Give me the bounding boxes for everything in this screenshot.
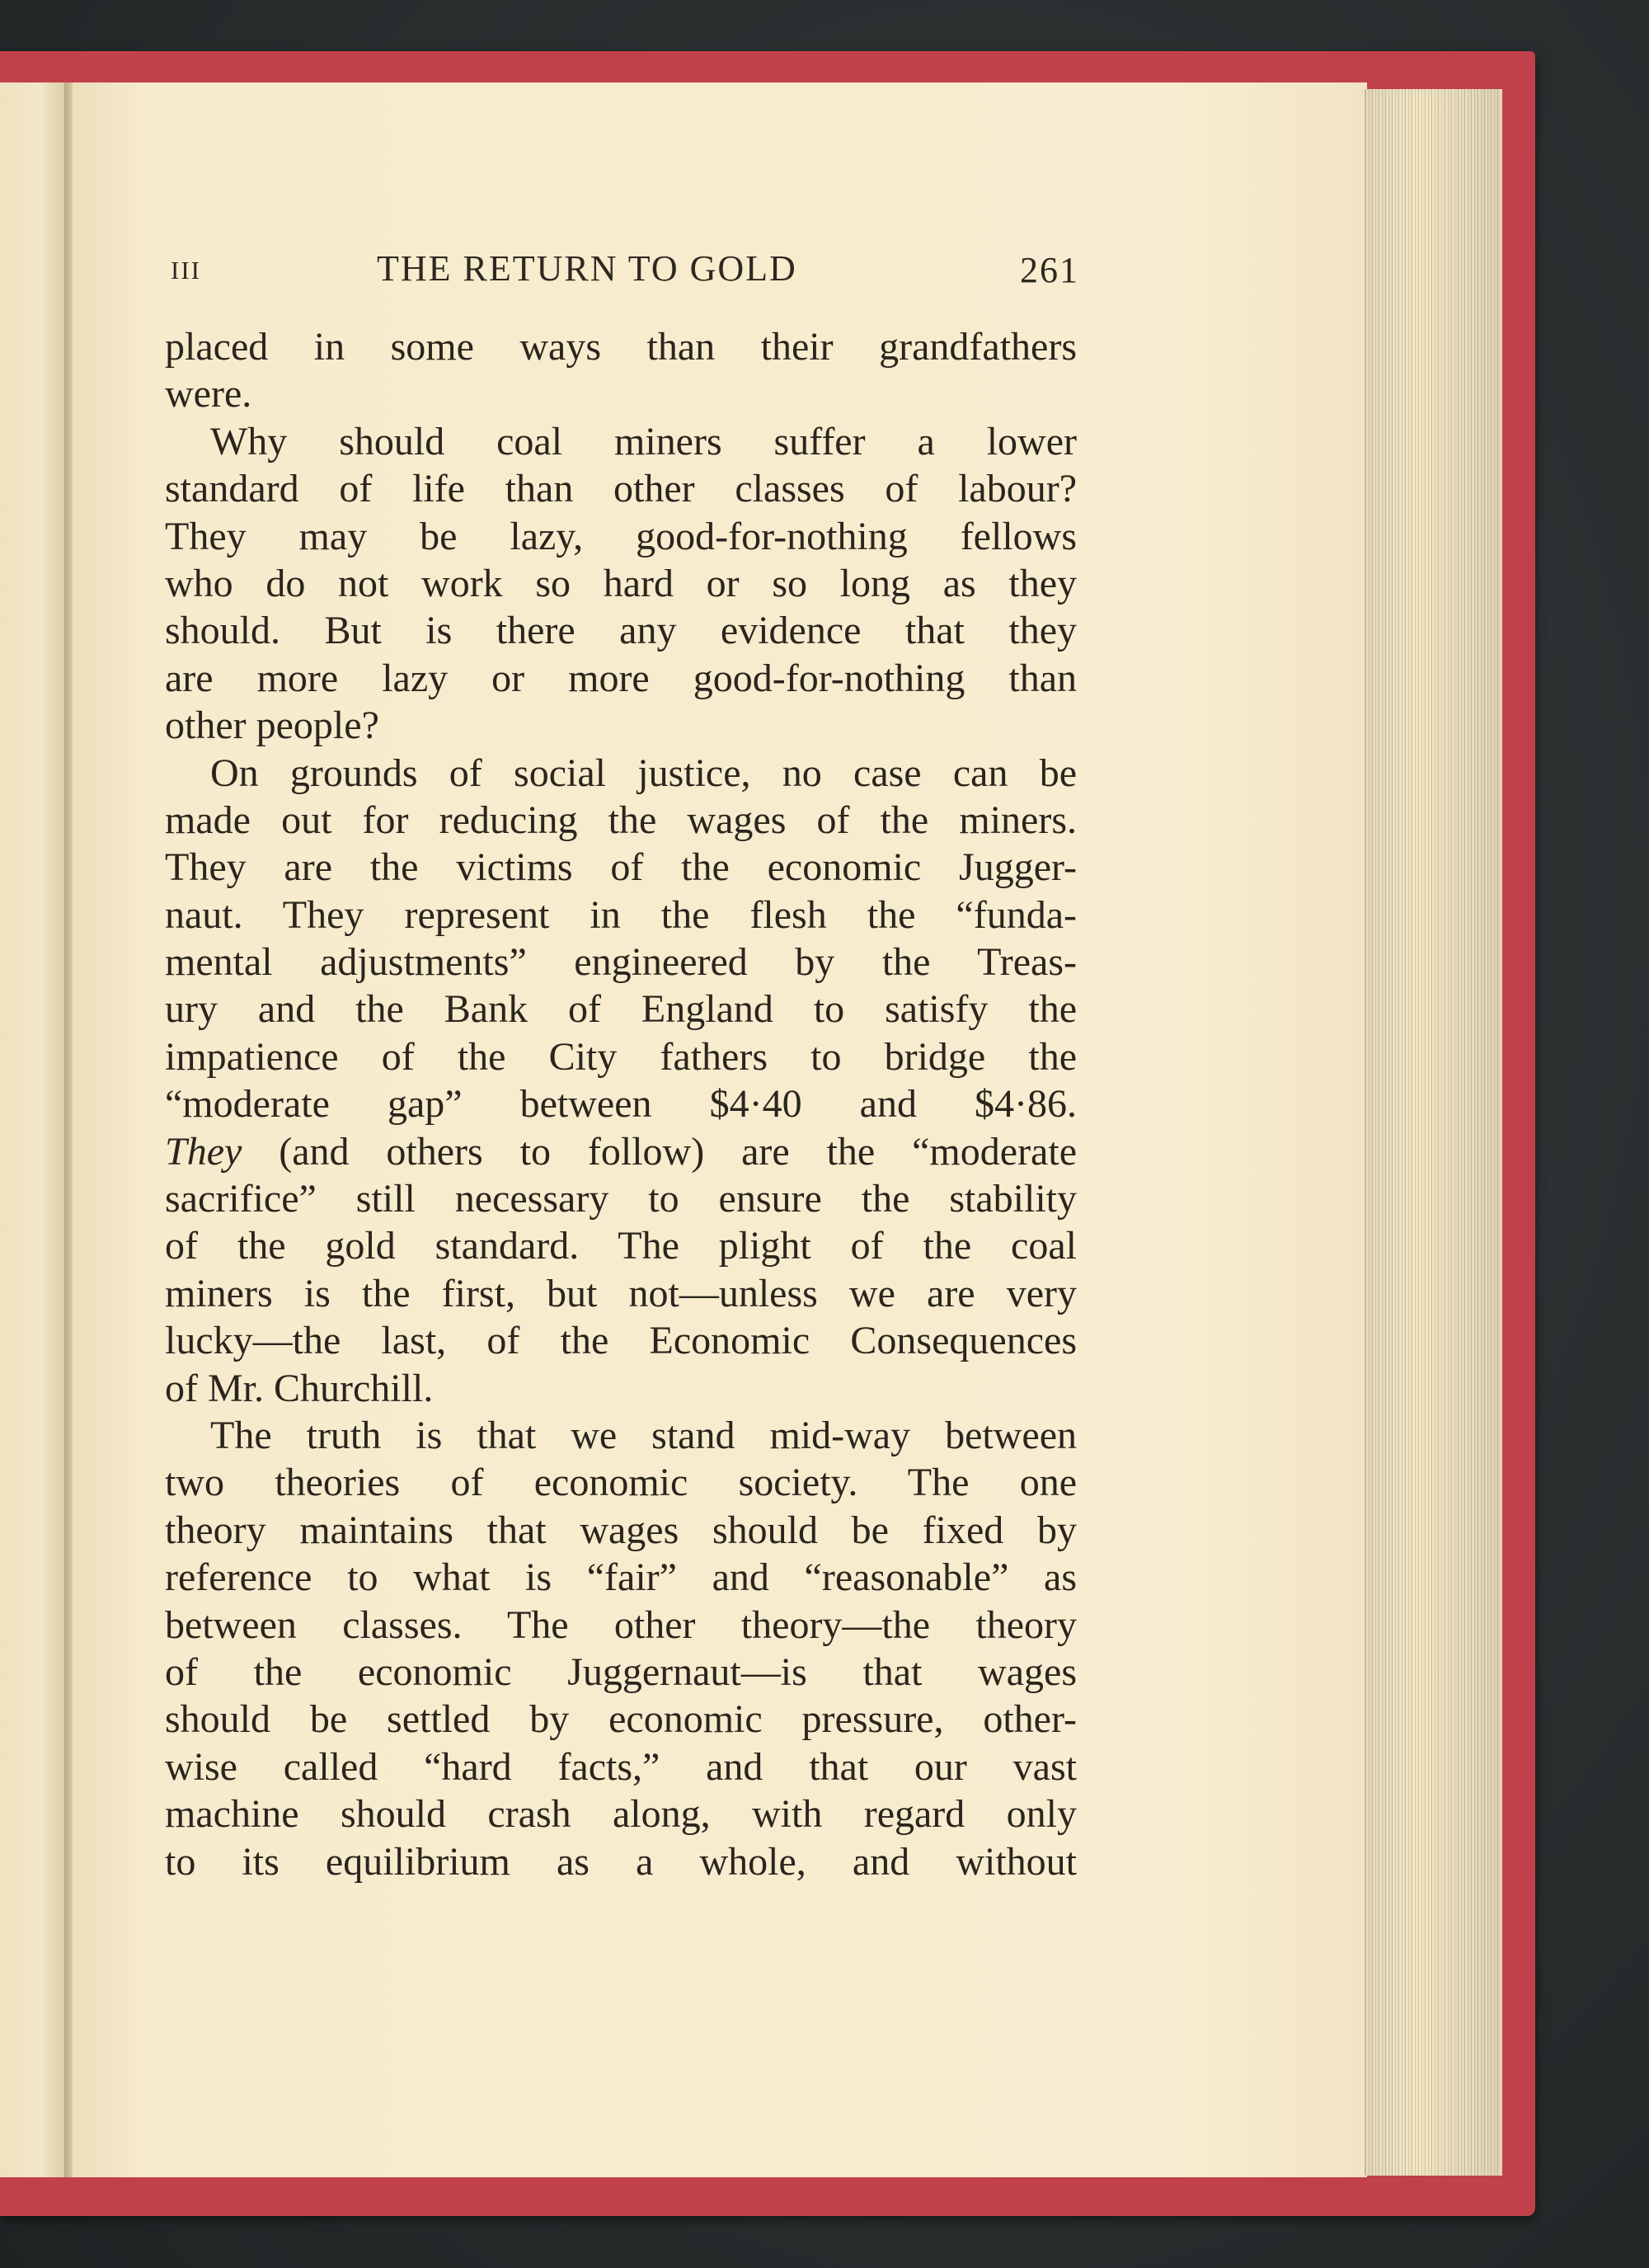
text-line: mental adjustments” engineered by the Treas- — [165, 940, 1077, 985]
text-line: placed in some ways than their grandfathers — [165, 325, 1077, 369]
chapter-number: III — [171, 256, 201, 285]
text-line-rest: (and others to follow) are the “moderate — [279, 1129, 1077, 1174]
text-line: On grounds of social justice, no case can be — [210, 751, 1077, 795]
page-number: 261 — [1020, 250, 1079, 290]
text-line: lucky—the last, of the Economic Consequences — [165, 1319, 1077, 1363]
text-line: The truth is that we stand mid-way between — [210, 1413, 1077, 1457]
text-line: two theories of economic society. The one — [165, 1461, 1077, 1505]
text-line: of Mr. Churchill. — [165, 1366, 434, 1410]
body-text — [165, 323, 1077, 1885]
running-title: THE RETURN TO GOLD — [377, 248, 797, 289]
text-line: between classes. The other theory—the theory — [165, 1602, 1077, 1647]
text-line: other people? — [165, 703, 379, 748]
text-line: of the gold standard. The plight of the coal — [165, 1224, 1077, 1268]
text-line: “moderate gap” between $4·40 and $4·86. — [165, 1082, 1077, 1127]
text-line: of the economic Juggernaut—is that wages — [165, 1649, 1077, 1694]
text-line: Why should coal miners suffer a lower — [210, 419, 1077, 463]
text-line: machine should crash along, with regard only — [165, 1792, 1077, 1837]
text-line: They are the victims of the economic Jugger- — [165, 845, 1077, 890]
text-line: ury and the Bank of England to satisfy the — [165, 987, 1077, 1032]
text-line: should. But is there any evidence that they — [165, 609, 1077, 653]
text-line: impatience of the City fathers to bridge the — [165, 1034, 1077, 1079]
text-line: They may be lazy, good-for-nothing fellows — [165, 514, 1077, 558]
text-line: should be settled by economic pressure, other- — [165, 1697, 1077, 1742]
text-line-with-italic — [165, 1128, 1077, 1175]
text-line: who do not work so hard or so long as they — [165, 561, 1077, 605]
text-line: miners is the first, but not—unless we are very — [165, 1271, 1077, 1315]
text-line: to its equilibrium as a whole, and without — [165, 1839, 1077, 1884]
text-line: sacrifice” still necessary to ensure the stability — [165, 1177, 1077, 1221]
text-line: standard of life than other classes of labour? — [165, 467, 1077, 511]
italic-word: They — [165, 1129, 242, 1174]
running-head — [171, 247, 1078, 305]
text-line: were. — [165, 372, 252, 416]
text-line: wise called “hard facts,” and that our vast — [165, 1744, 1077, 1789]
text-line: reference to what is “fair” and “reasonable” as — [165, 1555, 1077, 1600]
text-line: theory maintains that wages should be fixed by — [165, 1508, 1077, 1552]
text-line: are more lazy or more good-for-nothing than — [165, 656, 1077, 700]
text-line: naut. They represent in the flesh the “funda- — [165, 892, 1077, 937]
text-line: made out for reducing the wages of the miners. — [165, 798, 1077, 842]
page-edges-shading — [1365, 89, 1501, 2176]
left-page-edge — [0, 82, 68, 2177]
